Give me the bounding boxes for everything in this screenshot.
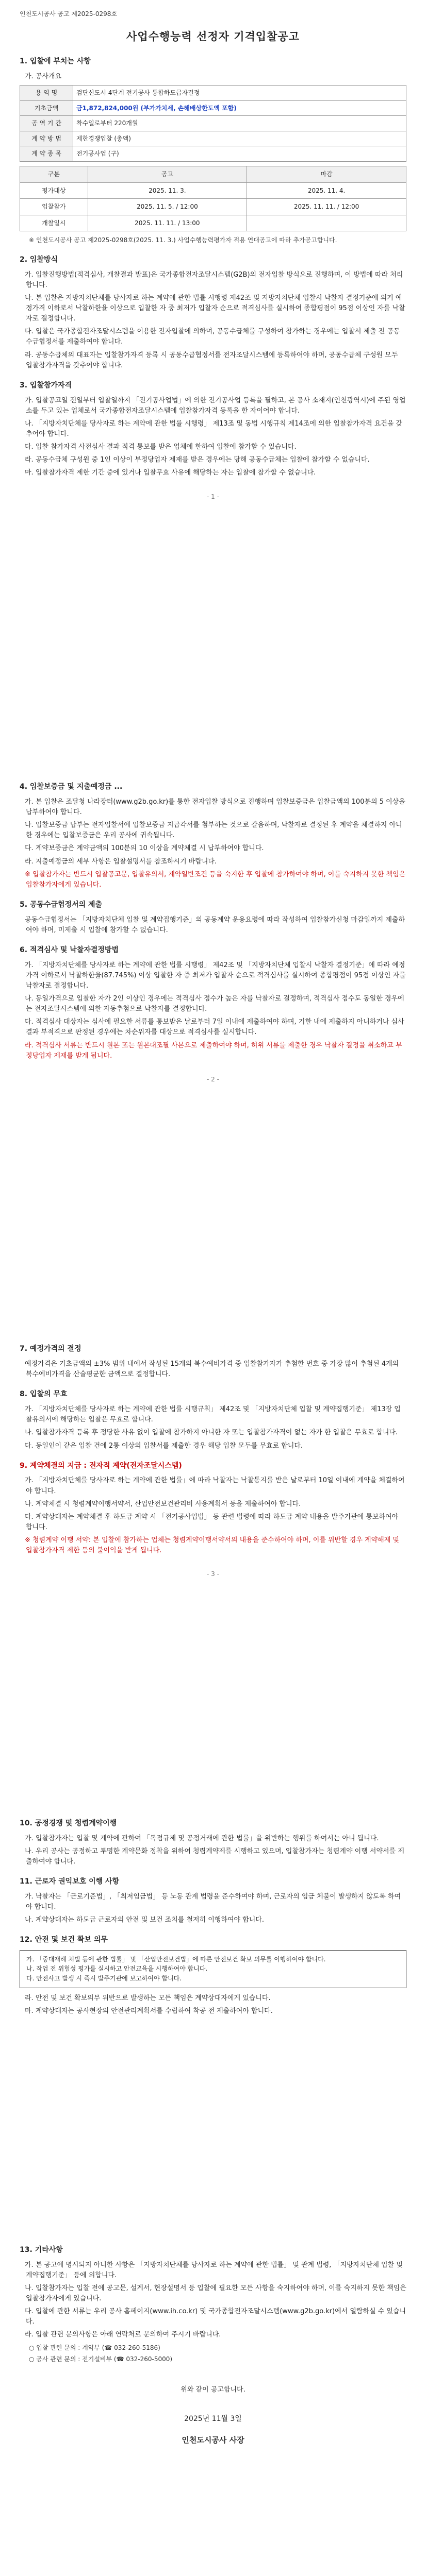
page-break-gap [20, 1592, 406, 1809]
notice-number: 인천도시공사 공고 제2025-0298호 [20, 10, 117, 18]
page-number: - 2 - [207, 1075, 219, 1083]
page-number: - 3 - [207, 1570, 219, 1578]
section-heading-3: 3. 입찰참가자격 [20, 381, 72, 389]
schedule-table [20, 166, 406, 231]
paragraph: 나. 계약상대자는 하도급 근로자의 안전 및 보건 조치를 철저히 이행하여야 합니다. [25, 1916, 265, 1924]
section-heading-12: 12. 안전 및 보건 확보 의무 [20, 1936, 108, 1944]
paragraph: 나. 우리 공사는 공정하고 투명한 계약문화 정착을 위하여 청렴계약제를 시행하고 있으며, 입찰참가자는 청렴계약 이행 서약서를 제출하여야 합니다. [25, 1847, 404, 1866]
paragraph: 나. 본 입찰은 지방자치단체를 당사자로 하는 계약에 관한 법률 시행령 제42조 및 지방자치단체 입찰시 낙찰자 결정기준에 의거 예정가격 이하로서 낙찰하한율 이상으로 입찰한 자 중 최저가 입찰자 순으로 적격심사를 실시하여 종합평점이 95점 이상인 자를 낙찰자로 결정합니다. [25, 294, 405, 323]
row-value: 제한경쟁입찰 (총액) [73, 131, 406, 146]
paragraph: 가. 입찰공고일 전일부터 입찰일까지 「전기공사업법」에 의한 전기공사업 등록을 필하고, 본 공사 소재지(인천광역시)에 주된 영업소를 두고 있는 업체로서 국가종합전자조달시스템에 입찰참가자격 등록을 한 자이어야 합니다. [25, 396, 406, 415]
notice-date: 2025년 11월 3일 [184, 2414, 242, 2423]
box-line: 가. 「중대재해 처벌 등에 관한 법률」 및 「산업안전보건법」에 따른 안전보건 확보 의무를 이행하여야 합니다. [26, 1955, 326, 1963]
paragraph: 라. 지출예정금의 세부 사항은 입찰설명서를 참조하시기 바랍니다. [25, 857, 217, 866]
page-break-gap [20, 1097, 406, 1334]
col-header: 공고 [88, 166, 247, 182]
paragraph: 나. 「지방자치단체를 당사자로 하는 계약에 관한 법률 시행령」 제13조 및 동법 시행규칙 제14조에 의한 입찰참가자격 요건을 갖추어야 합니다. [25, 419, 403, 438]
section-heading-1: 1. 입찰에 부치는 사항 [20, 57, 91, 66]
paragraph: 다. 입찰 참가자격 사전심사 결과 적격 통보를 받은 업체에 한하여 입찰에 참가할 수 있습니다. [25, 443, 297, 451]
col-header: 마감 [247, 166, 406, 182]
section-heading-6: 6. 적격심사 및 낙찰자결정방법 [20, 945, 119, 954]
paragraph: 라. 입찰 관련 문의사항은 아래 연락처로 문의하여 주시기 바랍니다. [25, 2331, 221, 2339]
section-heading-2: 2. 입찰방식 [20, 255, 58, 264]
section-heading-13: 13. 기타사항 [20, 2245, 63, 2254]
contact-line: ○ 입찰 관련 문의 : 계약부 (☎ 032-260-5186) [29, 2344, 160, 2351]
paragraph: 예정가격은 기초금액의 ±3% 범위 내에서 작성된 15개의 복수예비가격 중 입찰참가자가 추첨한 번호 중 가장 많이 추첨된 4개의 복수예비가격을 산술평균한 금액으로 결정합니다. [25, 1360, 399, 1379]
paragraph: 다. 적격심사 대상자는 심사에 필요한 서류를 통보받은 날로부터 7일 이내에 제출하여야 하며, 기한 내에 제출하지 아니하거나 심사결과 부적격으로 판정된 경우에는 차순위자를 대상으로 적격심사를 실시합니다. [25, 1018, 404, 1037]
table-row [20, 100, 406, 116]
warning-paragraph: ※ 청렴계약 이행 서약: 본 입찰에 참가하는 업체는 청렴계약이행서약서의 내용을 준수하여야 하며, 이를 위반할 경우 계약해제 및 입찰참가자격 제한 등의 불이익을 받게 됩니다. [25, 1536, 399, 1555]
paragraph: 나. 동일가격으로 입찰한 자가 2인 이상인 경우에는 적격심사 점수가 높은 자를 낙찰자로 결정하며, 적격심사 점수도 동일한 경우에는 전자조달시스템에 의한 자동추첨으로 낙찰자를 결정합니다. [25, 995, 404, 1013]
paragraph: 라. 공동수급체 구성원 중 1인 이상이 부정당업자 제재를 받은 경우에는 당해 공동수급체는 입찰에 참가할 수 없습니다. [25, 456, 370, 464]
subsection-label: 가. 공사개요 [25, 72, 62, 80]
paragraph: 가. 본 입찰은 조달청 나라장터(www.g2b.go.kr)를 통한 전자입찰 방식으로 진행하며 입찰보증금은 입찰금액의 100분의 5 이상을 납부하여야 합니다. [25, 798, 405, 816]
page-break-gap [20, 515, 406, 772]
paragraph: 나. 계약체결 시 청렴계약이행서약서, 산업안전보건관리비 사용계획서 등을 제출하여야 합니다. [25, 1500, 301, 1508]
closing-statement: 위와 같이 공고합니다. [181, 2385, 245, 2394]
paragraph: 나. 입찰보증금 납부는 전자입찰서에 입찰보증금 지급각서를 첨부하는 것으로 갈음하며, 낙찰자로 결정된 후 계약을 체결하지 아니한 경우에는 입찰보증금은 우리 공사에 귀속됩니다. [25, 821, 402, 840]
section-heading-4: 4. 입찰보증금 및 지출예정금 ... [20, 783, 123, 791]
warning-paragraph: ※ 입찰참가자는 반드시 입찰공고문, 입찰유의서, 계약일반조건 등을 숙지한 후 입찰에 참가하여야 하며, 이를 숙지하지 못한 책임은 입찰참가자에게 있습니다. [25, 870, 406, 889]
safety-box [20, 1950, 406, 1988]
table-row [20, 85, 406, 100]
cell: 입찰참가 [20, 199, 88, 215]
col-header: 구분 [20, 166, 88, 182]
table-row [20, 116, 406, 131]
paragraph: 다. 입찰에 관한 서류는 우리 공사 홈페이지(www.ih.co.kr) 및 국가종합전자조달시스템(www.g2b.go.kr)에서 열람하실 수 있습니다. [25, 2308, 406, 2326]
section-heading-7: 7. 예정가격의 결정 [20, 1345, 81, 1353]
paragraph: 라. 안전 및 보건 확보의무 위반으로 발생하는 모든 책임은 계약상대자에게 있습니다. [25, 1994, 271, 2002]
table-row [20, 131, 406, 146]
section-heading-11: 11. 근로자 권익보호 이행 사항 [20, 1877, 120, 1886]
contact-line: ○ 공사 관련 문의 : 전기설비부 (☎ 032-260-5000) [29, 2355, 173, 2363]
cell: 개찰일시 [20, 215, 88, 231]
cell: 2025. 11. 3. [88, 182, 247, 199]
warning-paragraph: 라. 적격심사 서류는 반드시 원본 또는 원본대조필 사본으로 제출하여야 하며, 허위 서류를 제출한 경우 낙찰자 결정을 취소하고 부정당업자 제재를 받게 됩니다. [25, 1041, 402, 1060]
section-heading-8: 8. 입찰의 무효 [20, 1390, 68, 1399]
paragraph: 가. 「지방자치단체를 당사자로 하는 계약에 관한 법률」에 따라 낙찰자는 낙찰통지를 받은 날로부터 10일 이내에 계약을 체결하여야 합니다. [25, 1477, 405, 1495]
issuer-name: 인천도시공사 사장 [182, 2435, 244, 2445]
row-label: 계 약 종 목 [20, 146, 73, 162]
cell [247, 215, 406, 231]
row-label: 기초금액 [20, 100, 73, 116]
paragraph: 마. 입찰참가자격 제한 기간 중에 있거나 입찰무효 사유에 해당하는 자는 입찰에 참가할 수 없습니다. [25, 469, 316, 477]
section-heading-10: 10. 공정경쟁 및 청렴계약이행 [20, 1819, 117, 1827]
box-line: 다. 안전사고 발생 시 즉시 발주기관에 보고하여야 합니다. [26, 1975, 182, 1982]
paragraph: 가. 입찰참가자는 입찰 및 계약에 관하여 「독점규제 및 공정거래에 관한 법률」을 위반하는 행위를 하여서는 아니 됩니다. [25, 1834, 379, 1842]
paragraph: 라. 공동수급체의 대표자는 입찰참가자격 등록 시 공동수급협정서를 전자조달시스템에 등록하여야 하며, 공동수급체 구성원 모두 입찰참가자격을 갖추어야 합니다. [25, 351, 398, 369]
paragraph: 나. 입찰참가자는 입찰 전에 공고문, 설계서, 현장설명서 등 입찰에 필요한 모든 사항을 숙지하여야 하며, 이를 숙지하지 못한 책임은 입찰참가자에게 있습니다. [25, 2284, 406, 2303]
row-label: 계 약 방 법 [20, 131, 73, 146]
notice-note: ※ 인천도시공사 공고 제2025-0298호(2025. 11. 3.) 사업수행능력평가자 적용 연대공고에 따라 추가공고합니다. [29, 236, 337, 244]
row-label: 공 역 기 간 [20, 116, 73, 131]
paragraph: 다. 동일인이 같은 입찰 건에 2통 이상의 입찰서를 제출한 경우 해당 입찰 모두를 무효로 합니다. [25, 1442, 303, 1450]
paragraph: 가. 본 공고에 명시되지 아니한 사항은 「지방자치단체를 당사자로 하는 계약에 관한 법률」 및 관계 법령, 「지방자치단체 입찰 및 계약집행기준」 등에 의합니다. [25, 2261, 403, 2279]
notice-title: 사업수행능력 선정자 기격입찰공고 [126, 30, 300, 43]
table-header-row [20, 166, 406, 182]
page-break-gap [20, 2019, 406, 2235]
row-value: 금1,872,824,000원 (부가가치세, 손해배상한도액 포함) [73, 100, 406, 116]
paragraph: 마. 계약상대자는 공사현장의 안전관리계획서를 수립하여 착공 전 제출하여야 합니다. [25, 2007, 273, 2015]
section-heading-9: 9. 계약체결의 지급 : 전자적 계약(전자조달시스템) [20, 1461, 182, 1470]
paragraph: 가. 「지방자치단체를 당사자로 하는 계약에 관한 법률 시행령」 제42조 및 「지방자치단체 입찰시 낙찰자 결정기준」에 따라 예정가격 이하로서 낙찰하한율(87.745%) 이상 입찰한 자 중 최저가 입찰자 순으로 적격심사를 실시하여 종합평점이 95점 이상인 자를 낙찰자로 결정합니다. [25, 961, 406, 990]
table-row [20, 199, 406, 215]
paragraph: 나. 입찰참가자격 등록 후 정당한 사유 없이 입찰에 참가하지 아니한 자 또는 입찰참가자격이 없는 자가 한 입찰은 무효로 합니다. [25, 1429, 398, 1437]
cell: 2025. 11. 11. / 13:00 [88, 215, 247, 231]
section-heading-5: 5. 공동수급협정서의 제출 [20, 900, 103, 909]
cell: 2025. 11. 11. / 12:00 [247, 199, 406, 215]
paragraph: 가. 「지방자치단체를 당사자로 하는 계약에 관한 법률 시행규칙」 제42조 및 「지방자치단체 입찰 및 계약집행기준」 제13장 입찰유의서에 해당하는 입찰은 무효로 합니다. [25, 1405, 401, 1424]
cell: 2025. 11. 4. [247, 182, 406, 199]
paragraph: 가. 입찰진행방법(적격심사, 개찰결과 발표)은 국가종합전자조달시스템(G2B)의 전자입찰 방식으로 진행하며, 이 방법에 따라 처리합니다. [25, 270, 403, 289]
row-value: 착수일로부터 220개월 [73, 116, 406, 131]
page-number: - 1 - [207, 493, 219, 500]
cell: 평가대상 [20, 182, 88, 199]
table-row [20, 146, 406, 162]
cell: 2025. 11. 5. / 12:00 [88, 199, 247, 215]
row-label: 용 역 명 [20, 85, 73, 100]
table-row [20, 182, 406, 199]
table-row [20, 215, 406, 231]
row-value: 검단신도시 4단계 전기공사 통합하도급자결정 [73, 85, 406, 100]
paragraph: 다. 계약상대자는 계약체결 후 하도급 계약 시 「전기공사업법」 등 관련 법령에 따라 하도급 계약 내용을 발주기관에 통보하여야 합니다. [25, 1513, 399, 1531]
row-value: 전기공사업 (구) [73, 146, 406, 162]
paragraph: 다. 입찰은 국가종합전자조달시스템을 이용한 전자입찰에 의하며, 공동수급체를 구성하여 참가하는 경우에는 입찰서 제출 전 공동수급협정서를 제출하여야 합니다. [25, 328, 400, 346]
paragraph: 공동수급협정서는 「지방자치단체 입찰 및 계약집행기준」의 공동계약 운용요령에 따라 작성하여 입찰참가신청 마감일까지 제출하여야 하며, 미제출 시 입찰에 참가할 수 없습니다. [25, 916, 405, 934]
paragraph: 가. 낙찰자는 「근로기준법」, 「최저임금법」 등 노동 관계 법령을 준수하여야 하며, 근로자의 임금 체불이 발생하지 않도록 하여야 합니다. [25, 1892, 401, 1911]
paragraph: 다. 계약보증금은 계약금액의 100분의 10 이상을 계약체결 시 납부하여야 합니다. [25, 844, 264, 853]
project-info-table [20, 85, 406, 162]
box-line: 나. 작업 전 위험성 평가를 실시하고 안전교육을 시행하여야 합니다. [26, 1965, 208, 1973]
